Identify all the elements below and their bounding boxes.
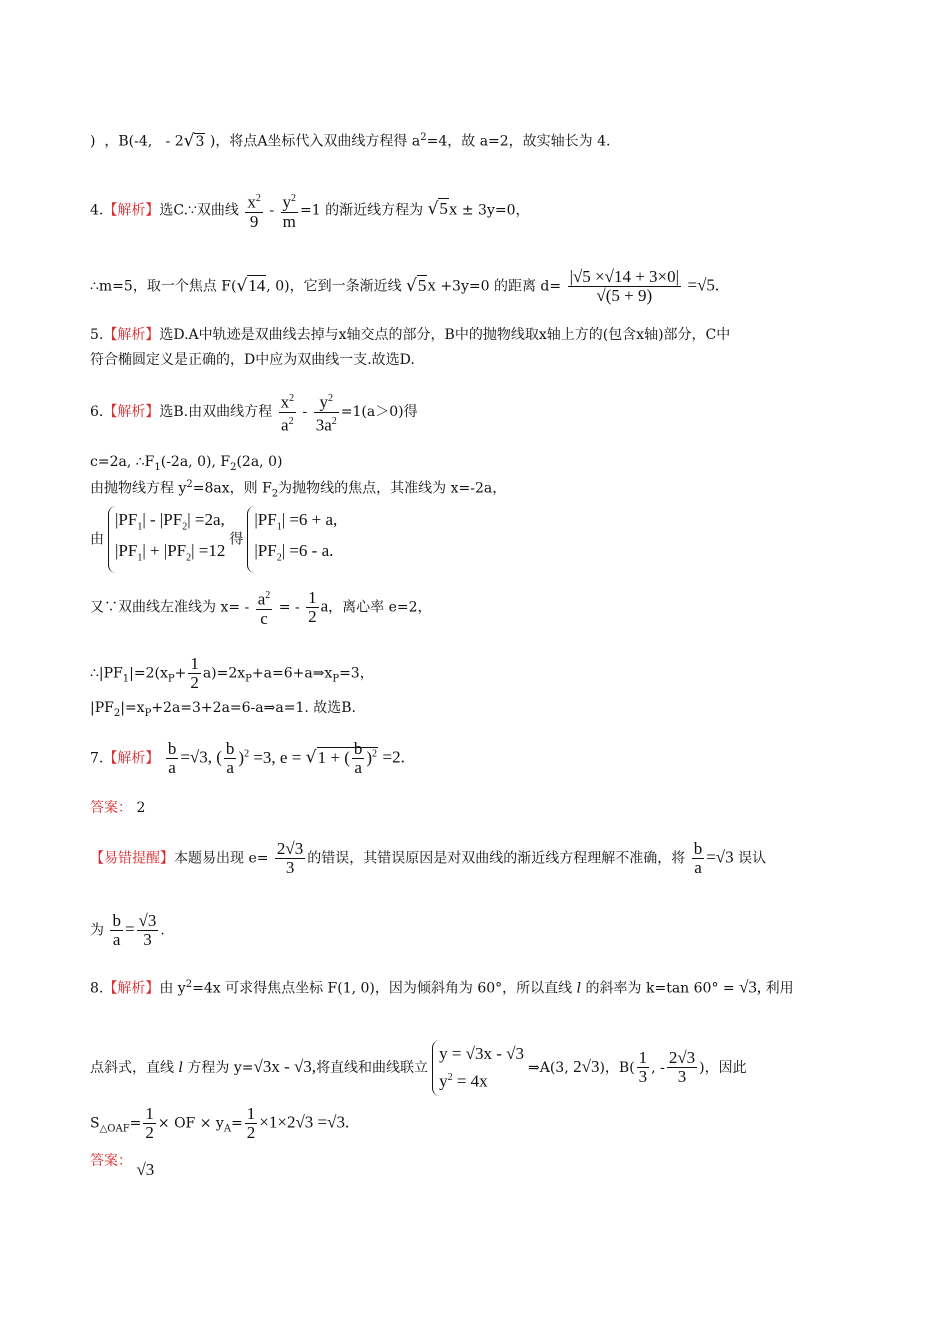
problem-6-line-5: 又∵双曲线左准线为 x= - $\frac{a^2}{c}$ = - $\frac{1}{2}$ a，离心率 e=2， bbox=[90, 587, 432, 628]
error-hint-tag: 【易错提醒】 bbox=[90, 850, 174, 867]
error-hint-line-1: 【易错提醒】本题易出现 e= $\frac{2√3}{3}$ 的错误，其错误原因是对双曲线的渐近线方程理解不准确，将 $\frac{b}{a}$ =√3 误认 bbox=[90, 839, 767, 877]
problem-4-line-2: ∴m=5，取一个焦点 F(√14, 0)，它到一条渐近线 √5x +3y=0 的距离 d= $\frac{|√5 \times√14 + 3\times 0|}{√(5 + 9)}$ =√5. bbox=[90, 267, 720, 305]
problem-6-line-3: 由抛物线方程 $y^2=8ax$，则 $F_2$为抛物线的焦点，其准线为 x=-2a， bbox=[90, 479, 507, 500]
problem-6-line-6: $\therefore|PF_1|=2(x_P+$ $\frac{1}{2}$ $a)=2x_P+a=6+a\Rightarrow x_P=3$， bbox=[90, 654, 374, 692]
answer-7: 答案： 2 bbox=[90, 800, 146, 816]
problem-6-line-4: 由 $|PF_1| - |PF_2| =2a$, $|PF_1| + |PF_2| =12$ 得 $|PF_1| =6 + a$, $|PF_2| =6 - a$. bbox=[90, 506, 341, 573]
problem-5-line-1: 5.【解析】选D.A中轨迹是双曲线去掉与x轴交点的部分，B中的抛物线取x轴上方的(包含x轴)部分，C中 bbox=[90, 327, 731, 343]
problem-6-line-1: 6.【解析】选B.由双曲线方程 $\frac{x^2}{a^2}$ - $\frac{y^2}{3a^2}$ =1(a＞0)得 bbox=[90, 390, 418, 434]
problem-6-line-7: $|PF_2|=x_P+2a=3+2a=6-a\Rightarrow a=1$. 故选B. bbox=[90, 700, 356, 719]
line-intro: ) ，B(-4, - 2√3 )，将点A坐标代入双曲线方程得 $a^2=4$，故 a=2，故实轴长为 4. bbox=[90, 130, 611, 151]
problem-4-line-1: 4.【解析】选C.∵双曲线 $\frac{x^2}{9}$ - $\frac{y^2}{m}$ =1 的渐近线方程为 √5x ± 3y=0， bbox=[90, 190, 530, 231]
problem-8-line-1: 8.【解析】由 $y^2=4x$ 可求得焦点坐标 F(1, 0)，因为倾斜角为 60°，所以直线 l 的斜率为 k=tan 60° = √3, 利用 bbox=[90, 977, 794, 997]
problem-6-line-2: c=2a, $\therefore F_1(-2a$, 0), $F_2(2a$, 0) bbox=[90, 454, 283, 473]
problem-5-line-2: 符合椭圆定义是正确的，D中应为双曲线一支.故选D. bbox=[90, 352, 415, 368]
problem-7-line-1: 7.【解析】 $\frac{b}{a}$ =√3, ( $\frac{b}{a}$ )$^2$ =3, e = √1 + ( $\frac{b}{a}$ )$^2$ =2. bbox=[90, 739, 405, 778]
answer-8: 答案： √3 bbox=[90, 1153, 155, 1179]
problem-8-line-3: $S_{\triangle OAF}=$ $\frac{1}{2}$ × OF × $y_A=$ $\frac{1}{2}$ ×1×2√3 =√3. bbox=[90, 1104, 350, 1142]
problem-8-line-2: 点斜式，直线 l 方程为 y=√3x - √3,将直线和曲线联立 y = √3x - √3 $y^2 = 4x$ ⇒A(3, 2√3)，B( $\frac{1}{3}$ , - $\frac{2√3}{3}$ )，因此 bbox=[90, 1040, 747, 1096]
error-hint-line-2: 为 $\frac{b}{a}$ = $\frac{√3}{3}$ . bbox=[90, 911, 165, 949]
analysis-tag: 【解析】 bbox=[103, 202, 160, 219]
